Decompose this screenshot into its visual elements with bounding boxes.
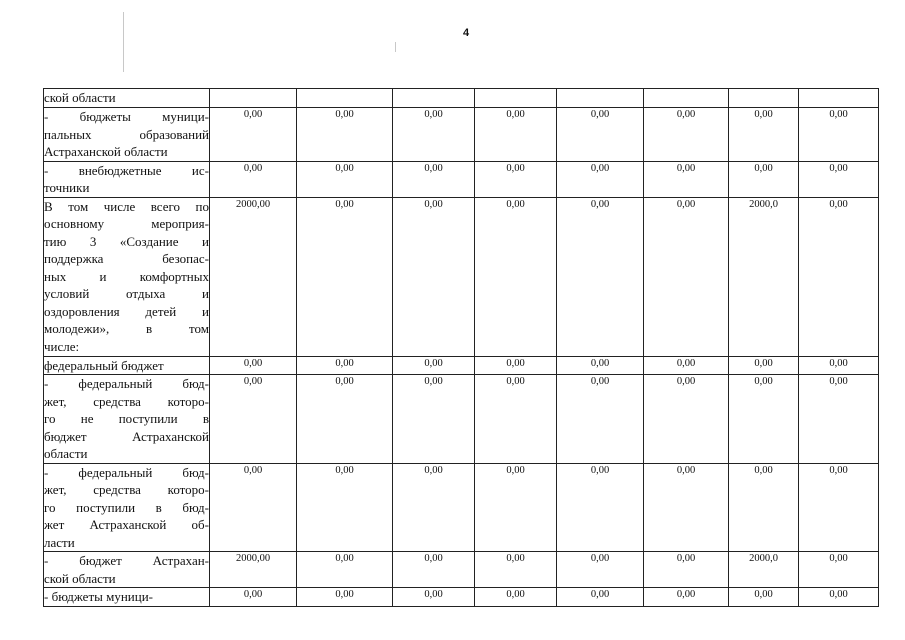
value-cell: 0,00: [799, 197, 879, 356]
value-cell: 0,00: [799, 463, 879, 552]
value-cell: 0,00: [297, 197, 393, 356]
page-number: 4: [463, 27, 470, 39]
row-label: - федеральный бюд- жет, средства которо- го поступили в бюд- жет Астраханской об- ласти: [44, 464, 209, 550]
value-cell: [729, 89, 799, 108]
value-cell: 0,00: [644, 375, 729, 464]
table-row: [44, 375, 879, 464]
value-cell: 0,00: [210, 356, 297, 375]
value-cell: 0,00: [297, 161, 393, 197]
value-cell: 0,00: [393, 356, 475, 375]
value-cell: 0,00: [297, 463, 393, 552]
value-cell: 0,00: [475, 375, 557, 464]
table-row: [44, 463, 879, 552]
table-row: [44, 356, 879, 375]
value-cell: 0,00: [393, 552, 475, 588]
value-cell: 0,00: [393, 161, 475, 197]
value-cell: 0,00: [210, 161, 297, 197]
value-cell: 0,00: [210, 463, 297, 552]
value-cell: [297, 89, 393, 108]
value-cell: 0,00: [475, 108, 557, 162]
value-cell: 2000,0: [729, 197, 799, 356]
table-row: [44, 161, 879, 197]
value-cell: 0,00: [475, 197, 557, 356]
value-cell: 0,00: [475, 161, 557, 197]
value-cell: 0,00: [393, 588, 475, 607]
value-cell: 0,00: [393, 108, 475, 162]
value-cell: 0,00: [729, 375, 799, 464]
value-cell: 0,00: [475, 552, 557, 588]
value-cell: 0,00: [475, 463, 557, 552]
table-row: [44, 89, 879, 108]
value-cell: 0,00: [475, 588, 557, 607]
value-cell: 0,00: [393, 197, 475, 356]
value-cell: 0,00: [799, 356, 879, 375]
value-cell: 0,00: [729, 161, 799, 197]
row-label: - бюджеты муници-: [44, 588, 210, 607]
value-cell: [475, 89, 557, 108]
value-cell: 0,00: [557, 463, 644, 552]
value-cell: 0,00: [557, 108, 644, 162]
value-cell: 0,00: [644, 588, 729, 607]
row-label: - бюджеты муници- пальных образований Астраханской области: [44, 109, 209, 159]
value-cell: 0,00: [644, 463, 729, 552]
value-cell: [393, 89, 475, 108]
row-label: - федеральный бюд- жет, средства которо- го не поступили в бюджет Астраханской области: [44, 376, 209, 461]
value-cell: 0,00: [729, 108, 799, 162]
value-cell: 0,00: [210, 375, 297, 464]
value-cell: 0,00: [557, 197, 644, 356]
budget-table: [43, 88, 879, 607]
value-cell: 2000,00: [210, 552, 297, 588]
table-row: [44, 588, 879, 607]
table-row: [44, 197, 879, 356]
value-cell: 0,00: [799, 161, 879, 197]
value-cell: 0,00: [475, 356, 557, 375]
value-cell: 0,00: [644, 356, 729, 375]
value-cell: 0,00: [644, 197, 729, 356]
table-row: [44, 108, 879, 162]
value-cell: 0,00: [644, 552, 729, 588]
value-cell: 0,00: [799, 108, 879, 162]
value-cell: 0,00: [799, 552, 879, 588]
value-cell: [799, 89, 879, 108]
value-cell: [644, 89, 729, 108]
value-cell: 0,00: [393, 463, 475, 552]
value-cell: 0,00: [557, 588, 644, 607]
value-cell: [210, 89, 297, 108]
table-row: [44, 552, 879, 588]
value-cell: 0,00: [210, 588, 297, 607]
row-label: В том числе всего по основному мероприя- тию 3 «Создание и поддержка безопас- ных и комфортных условий отдыха и оздоровления детей и молодежи», в том числе:: [44, 197, 210, 356]
value-cell: 0,00: [729, 588, 799, 607]
row-label: - бюджет Астрахан- ской области: [44, 553, 209, 586]
value-cell: [557, 89, 644, 108]
value-cell: 0,00: [729, 463, 799, 552]
row-label: федеральный бюджет: [44, 356, 210, 375]
scan-artifact-line: [123, 12, 124, 72]
row-label: - внебюджетные ис- точники: [44, 162, 209, 195]
value-cell: 0,00: [557, 375, 644, 464]
value-cell: 0,00: [557, 356, 644, 375]
value-cell: 2000,0: [729, 552, 799, 588]
value-cell: 0,00: [297, 588, 393, 607]
value-cell: 0,00: [297, 108, 393, 162]
value-cell: 0,00: [210, 108, 297, 162]
value-cell: 0,00: [297, 375, 393, 464]
value-cell: 0,00: [799, 588, 879, 607]
value-cell: 0,00: [297, 552, 393, 588]
value-cell: 2000,00: [210, 197, 297, 356]
scan-artifact-line: [395, 42, 396, 52]
value-cell: 0,00: [729, 356, 799, 375]
value-cell: 0,00: [557, 161, 644, 197]
row-label: ской области: [44, 89, 210, 108]
value-cell: 0,00: [644, 108, 729, 162]
value-cell: 0,00: [557, 552, 644, 588]
value-cell: 0,00: [297, 356, 393, 375]
value-cell: 0,00: [393, 375, 475, 464]
value-cell: 0,00: [644, 161, 729, 197]
value-cell: 0,00: [799, 375, 879, 464]
